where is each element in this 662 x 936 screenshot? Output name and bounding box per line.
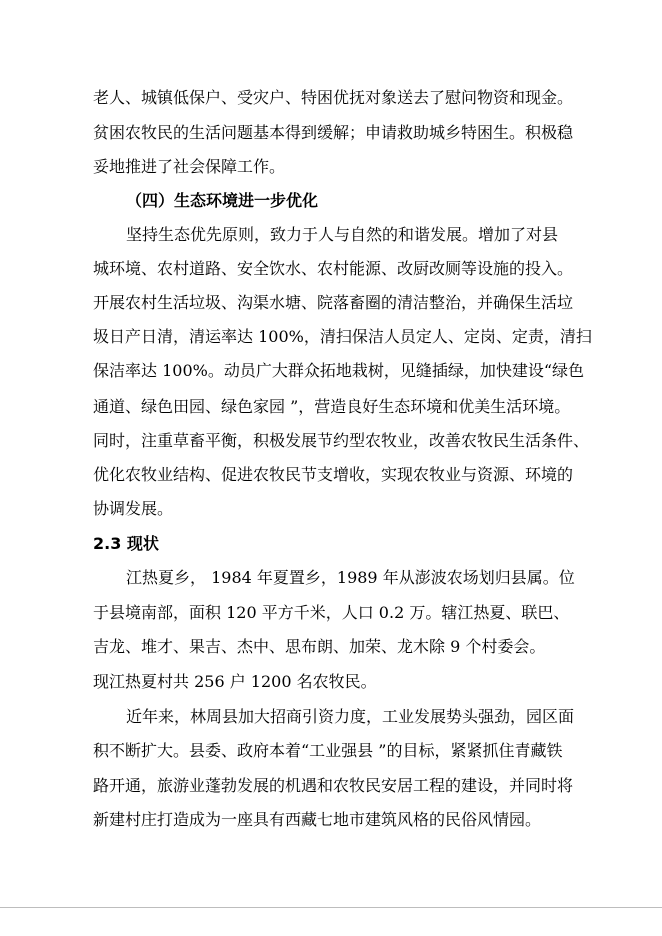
paragraph-social-line-2: 贫困农牧民的生活问题基本得到缓解；申请救助城乡特困生。积极稳 xyxy=(93,123,574,142)
heading-ecology: （四）生态环境进一步优化 xyxy=(126,191,319,210)
paragraph-recent-line-4: 新建村庄打造成为一座具有西藏七地市建筑风格的民俗风情园。 xyxy=(93,810,542,829)
paragraph-ecology-line-2: 城环境、农村道路、安全饮水、农村能源、改厨改厕等设施的投入。 xyxy=(93,259,574,278)
paragraph-recent-line-3: 路开通，旅游业蓬勃发展的机遇和农牧民安居工程的建设，并同时将 xyxy=(93,776,574,795)
paragraph-recent-line-2: 积不断扩大。县委、政府本着“工业强县 ”的目标，紧紧抓住青藏铁 xyxy=(93,741,563,760)
paragraph-ecology-line-5: 保洁率达 100%。动员广大群众拓地栽树，见缝插绿，加快建设“绿色 xyxy=(93,361,585,380)
footer-divider xyxy=(0,907,662,908)
paragraph-status-line-1: 江热夏乡， 1984 年夏置乡，1989 年从澎波农场划归县属。位 xyxy=(126,568,575,587)
paragraph-ecology-line-3: 开展农村生活垃圾、沟渠水塘、院落畜圈的清洁整治，并确保生活垃 xyxy=(93,293,574,312)
paragraph-ecology-line-1: 坚持生态优先原则，致力于人与自然的和谐发展。增加了对县 xyxy=(126,225,559,244)
paragraph-ecology-line-9: 协调发展。 xyxy=(93,499,174,518)
section-heading-2-3: 2.3 现状 xyxy=(93,534,159,553)
paragraph-social-line-3: 妥地推进了社会保障工作。 xyxy=(93,157,286,176)
paragraph-social-line-1: 老人、城镇低保户、受灾户、特困优抚对象送去了慰问物资和现金。 xyxy=(93,88,574,107)
paragraph-status-line-2: 于县境南部，面积 120 平方千米，人口 0.2 万。辖江热夏、联巴、 xyxy=(93,603,570,622)
paragraph-status-line-3: 吉龙、堆才、果吉、杰中、思布朗、加荣、龙木除 9 个村委会。 xyxy=(93,637,546,656)
paragraph-recent-line-1: 近年来，林周县加大招商引资力度，工业发展势头强劲，园区面 xyxy=(126,707,575,726)
paragraph-ecology-line-4: 圾日产日清，清运率达 100%，清扫保洁人员定人、定岗、定责，清扫 xyxy=(93,327,592,346)
paragraph-ecology-line-6: 通道、绿色田园、绿色家园 ”，营造良好生态环境和优美生活环境。 xyxy=(93,397,571,416)
paragraph-ecology-line-8: 优化农牧业结构、促进农牧民节支增收，实现农牧业与资源、环境的 xyxy=(93,465,574,484)
paragraph-status-line-4: 现江热夏村共 256 户 1200 名农牧民。 xyxy=(93,672,377,691)
paragraph-ecology-line-7: 同时，注重草畜平衡，积极发展节约型农牧业，改善农牧民生活条件、 xyxy=(93,431,590,450)
